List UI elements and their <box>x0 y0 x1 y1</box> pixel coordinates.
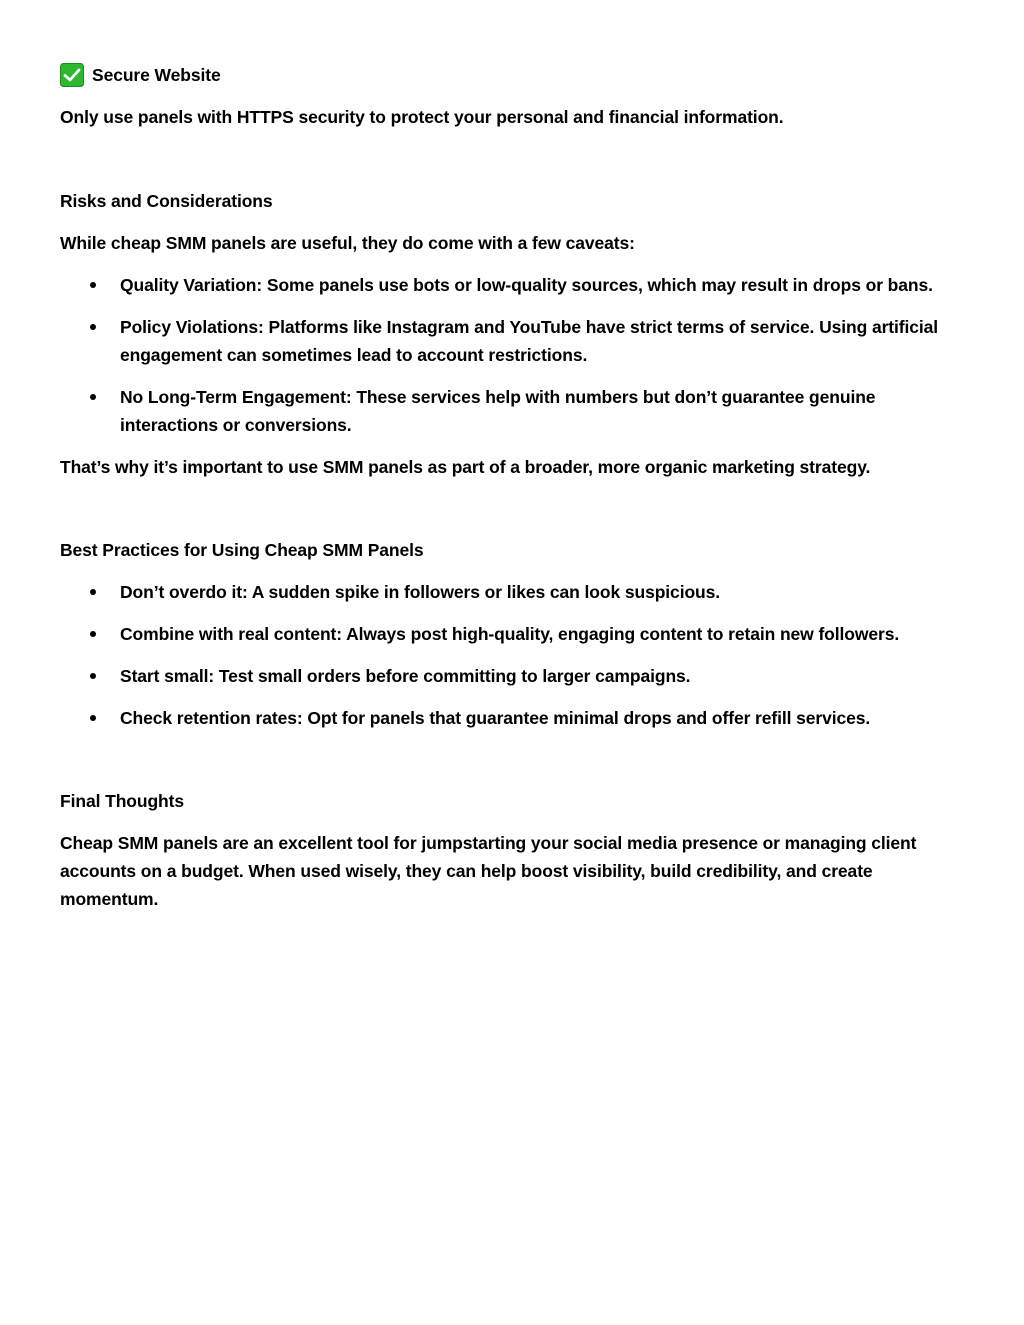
list-item: Check retention rates: Opt for panels that guarantee minimal drops and offer refill services. <box>60 704 950 732</box>
list-item: Start small: Test small orders before committing to larger campaigns. <box>60 662 950 690</box>
risks-outro: That’s why it’s important to use SMM panels as part of a broader, more organic marketing strategy. <box>60 457 871 477</box>
best-practices-heading: Best Practices for Using Cheap SMM Panels <box>60 540 424 560</box>
secure-website-text: Only use panels with HTTPS security to protect your personal and financial information. <box>60 107 784 127</box>
risks-list <box>60 271 950 453</box>
check-mark-icon <box>60 63 84 87</box>
final-thoughts-text: Cheap SMM panels are an excellent tool for jumpstarting your social media presence or managing client accounts on a budget. When used wisely, they can help boost visibility, build credibility, and create momentum. <box>60 833 917 909</box>
best-practices-list <box>60 578 950 746</box>
list-item: Quality Variation: Some panels use bots or low-quality sources, which may result in drops or bans. <box>60 271 950 299</box>
list-item: Don’t overdo it: A sudden spike in followers or likes can look suspicious. <box>60 578 950 606</box>
secure-website-heading <box>60 61 221 89</box>
list-item: No Long-Term Engagement: These services help with numbers but don’t guarantee genuine interactions or conversions. <box>60 383 950 439</box>
list-item: Policy Violations: Platforms like Instagram and YouTube have strict terms of service. Using artificial engagement can sometimes lead to account restrictions. <box>60 313 950 369</box>
list-item: Combine with real content: Always post high-quality, engaging content to retain new followers. <box>60 620 950 648</box>
risks-intro: While cheap SMM panels are useful, they do come with a few caveats: <box>60 233 635 253</box>
secure-website-title: Secure Website <box>92 65 221 85</box>
final-thoughts-heading: Final Thoughts <box>60 791 184 811</box>
risks-heading: Risks and Considerations <box>60 191 273 211</box>
